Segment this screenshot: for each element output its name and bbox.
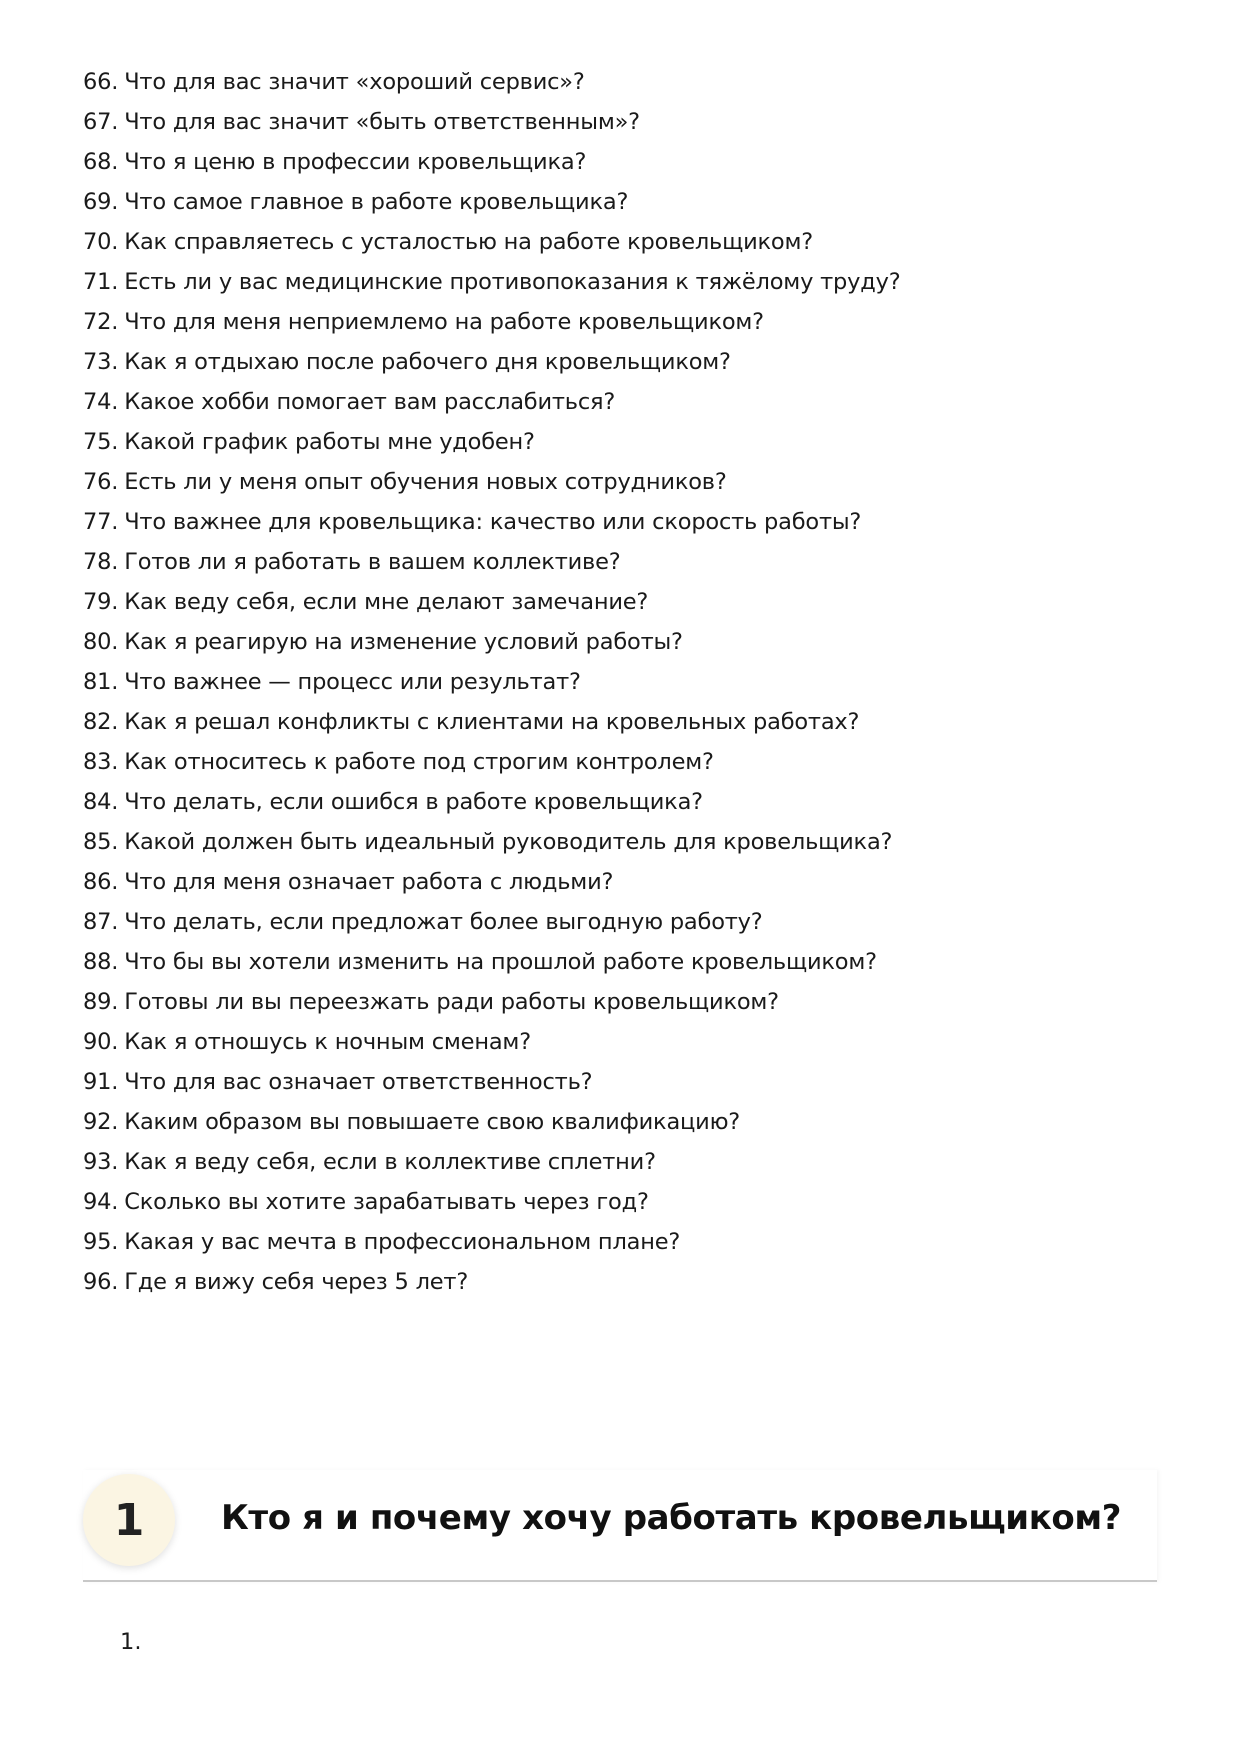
question-item [83,1262,900,1302]
question-text: Что для меня неприемлемо на работе кровельщиком? [124,309,764,335]
section-header [83,1470,1157,1582]
question-number: 80. [83,629,119,655]
question-number: 87. [83,909,119,935]
question-number: 68. [83,149,119,175]
question-text: Как веду себя, если мне делают замечание? [124,589,649,615]
question-number: 76. [83,469,119,495]
question-text: Готовы ли вы переезжать ради работы кровельщиком? [124,989,779,1015]
question-item [83,622,900,662]
question-item [83,982,900,1022]
question-text: Какая у вас мечта в профессиональном плане? [124,1229,681,1255]
question-item [83,542,900,582]
question-number: 70. [83,229,119,255]
question-text: Каким образом вы повышаете свою квалификацию? [124,1109,741,1135]
question-text: Что самое главное в работе кровельщика? [124,189,629,215]
question-item [83,502,900,542]
question-number: 81. [83,669,119,695]
question-item [83,62,900,102]
question-text: Как я отношусь к ночным сменам? [124,1029,531,1055]
question-text: Готов ли я работать в вашем коллективе? [124,549,621,575]
question-text: Есть ли у вас медицинские противопоказания к тяжёлому труду? [124,269,901,295]
question-item [83,822,900,862]
question-text: Как я отдыхаю после рабочего дня кровельщиком? [124,349,731,375]
question-item [83,662,900,702]
question-text: Есть ли у меня опыт обучения новых сотрудников? [124,469,727,495]
question-number: 88. [83,949,119,975]
question-item [83,182,900,222]
question-item [83,262,900,302]
question-number: 86. [83,869,119,895]
question-list [83,62,900,1302]
question-item [83,902,900,942]
question-text: Что для вас значит «хороший сервис»? [124,69,585,95]
question-item [83,462,900,502]
question-number: 75. [83,429,119,455]
question-item [83,302,900,342]
question-item [83,382,900,422]
question-number: 73. [83,349,119,375]
question-number: 66. [83,69,119,95]
question-number: 78. [83,549,119,575]
question-number: 72. [83,309,119,335]
question-text: Что для меня означает работа с людьми? [124,869,614,895]
question-item [83,102,900,142]
question-item [83,1182,900,1222]
question-text: Что делать, если ошибся в работе кровельщика? [124,789,703,815]
question-item [83,422,900,462]
section-title: Кто я и почему хочу работать кровельщиком? [221,1498,1122,1538]
question-item [83,142,900,182]
question-item [83,1102,900,1142]
question-item [83,742,900,782]
question-text: Как я реагирую на изменение условий работы? [124,629,683,655]
section-number-badge: 1 [83,1474,175,1566]
question-item [83,702,900,742]
question-text: Какой должен быть идеальный руководитель для кровельщика? [124,829,893,855]
question-item [83,582,900,622]
question-number: 93. [83,1149,119,1175]
question-text: Что делать, если предложат более выгодную работу? [124,909,763,935]
question-text: Что бы вы хотели изменить на прошлой работе кровельщиком? [124,949,877,975]
question-item [83,222,900,262]
question-number: 69. [83,189,119,215]
question-number: 89. [83,989,119,1015]
question-number: 91. [83,1069,119,1095]
question-text: Какой график работы мне удобен? [124,429,535,455]
question-item [83,782,900,822]
question-number: 77. [83,509,119,535]
question-number: 71. [83,269,119,295]
question-item [83,1022,900,1062]
question-text: Что важнее для кровельщика: качество или скорость работы? [124,509,862,535]
question-text: Сколько вы хотите зарабатывать через год? [124,1189,649,1215]
question-text: Что для вас означает ответственность? [124,1069,593,1095]
question-item [83,862,900,902]
question-text: Как я решал конфликты с клиентами на кровельных работах? [124,709,860,735]
question-number: 90. [83,1029,119,1055]
question-number: 74. [83,389,119,415]
question-item [83,942,900,982]
question-number: 94. [83,1189,119,1215]
question-number: 67. [83,109,119,135]
question-text: Как относитесь к работе под строгим контролем? [124,749,714,775]
question-text: Что я ценю в профессии кровельщика? [124,149,587,175]
question-number: 79. [83,589,119,615]
question-item [83,1222,900,1262]
question-number: 92. [83,1109,119,1135]
question-item [83,1062,900,1102]
question-number: 82. [83,709,119,735]
question-number: 95. [83,1229,119,1255]
answer-number: 1. [120,1629,142,1655]
question-item [83,342,900,382]
question-item [83,1142,900,1182]
question-text: Как справляетесь с усталостью на работе кровельщиком? [124,229,814,255]
question-text: Что важнее — процесс или результат? [124,669,581,695]
question-text: Где я вижу себя через 5 лет? [124,1269,469,1295]
question-number: 96. [83,1269,119,1295]
question-number: 83. [83,749,119,775]
answer-list-item [120,1622,141,1662]
question-text: Что для вас значит «быть ответственным»? [124,109,640,135]
question-text: Как я веду себя, если в коллективе сплетни? [124,1149,656,1175]
question-number: 84. [83,789,119,815]
question-text: Какое хобби помогает вам расслабиться? [124,389,616,415]
question-number: 85. [83,829,119,855]
